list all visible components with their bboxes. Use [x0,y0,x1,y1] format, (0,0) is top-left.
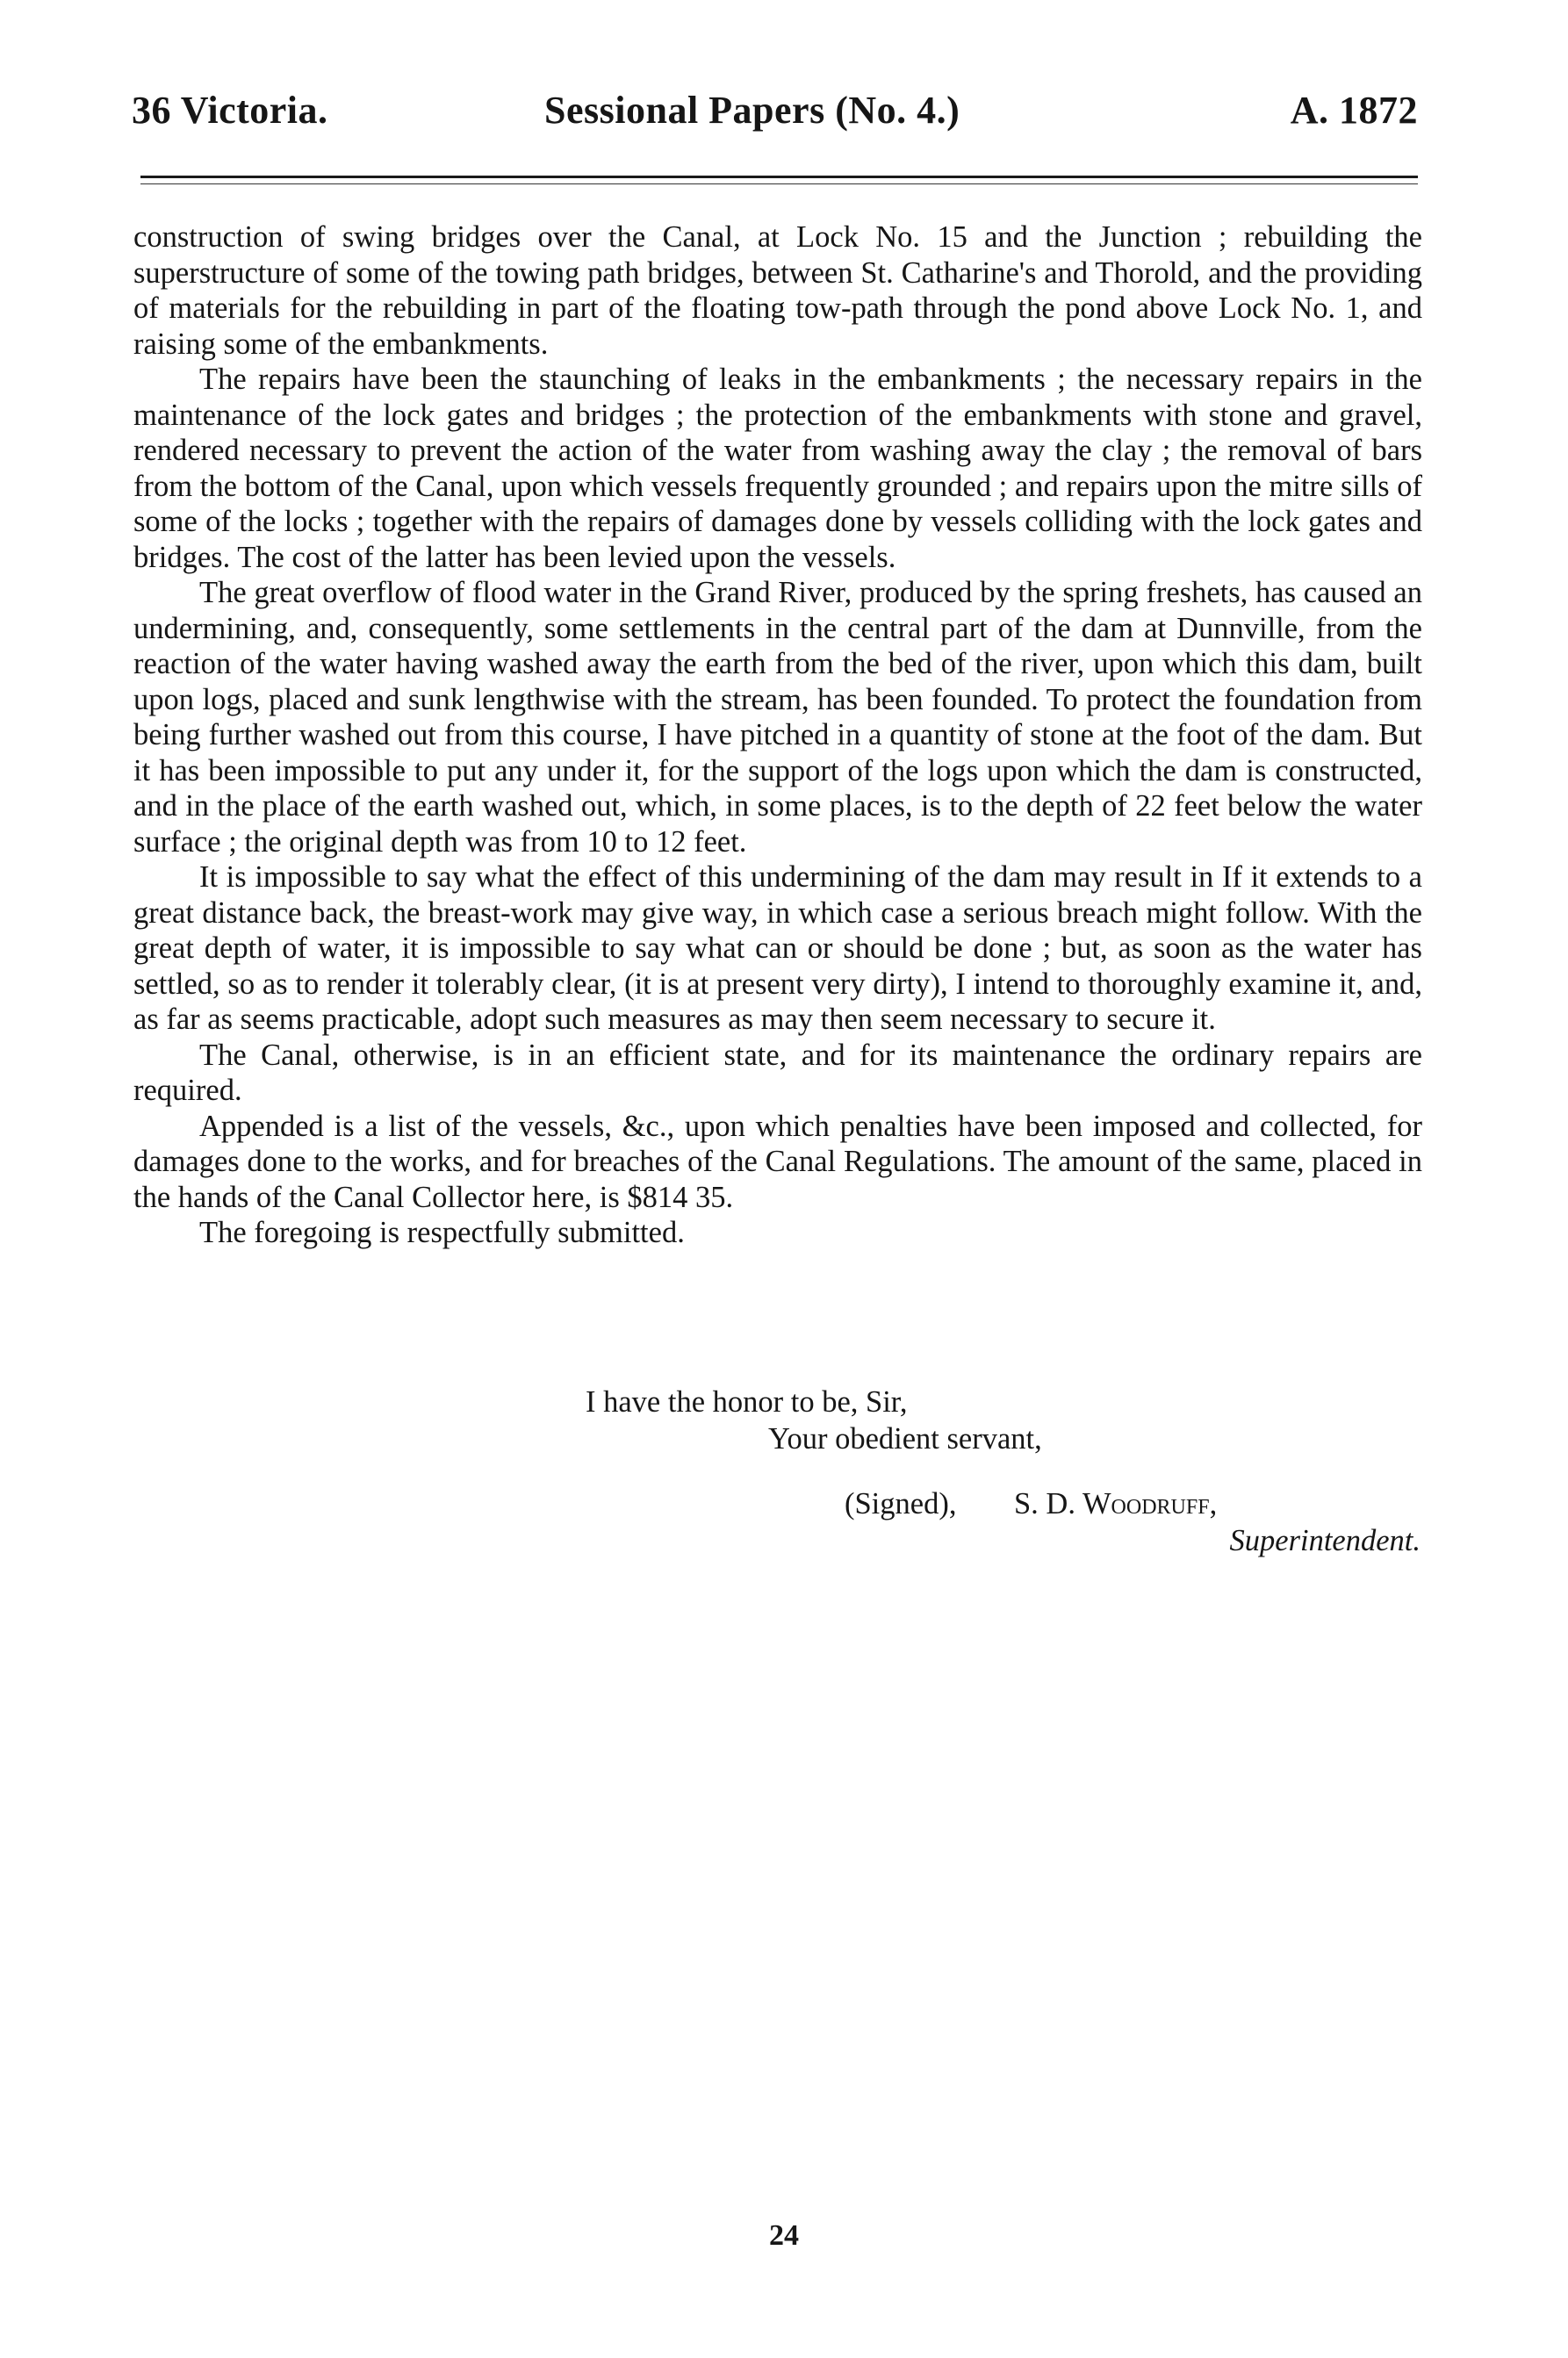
closing-salutation: I have the honor to be, Sir, [586,1385,908,1419]
paragraph: construction of swing bridges over the Canal, at Lock No. 15 and the Junction ; rebuilding the superstructure of some of the towing path bridges, between St. Catharine's and Thorold, and the providing of materials for the rebuilding in part of the floating tow-path through the pond above Lock No. 1, and raising some of the embankments. [133,220,1422,361]
header-year: A. 1872 [1290,89,1418,132]
page-number: 24 [769,2219,799,2252]
signatory-title: Superintendent. [1229,1524,1421,1557]
paragraph: The repairs have been the staunching of leaks in the embankments ; the necessary repairs in the maintenance of the lock gates and bridges ; the protection of the embankments with stone and gravel, rendered necessary to prevent the action of the water from washing away the clay ; the removal of bars from the bottom of the Canal, upon which vessels frequently grounded ; and repairs upon the mitre sills of some of the locks ; together with the repairs of damages done by vessels colliding with the lock gates and bridges. The cost of the latter has been levied upon the vessels. [133,363,1422,574]
body-text [133,219,1422,1251]
signed-label: (Signed), [845,1487,957,1520]
closing-servant: Your obedient servant, [768,1422,1042,1456]
header-series: Sessional Papers (No. 4.) [544,89,960,132]
header-rule-thin [140,183,1418,184]
paragraph: The Canal, otherwise, is in an efficient state, and for its maintenance the ordinary repairs are required. [133,1038,1422,1107]
paragraph: It is impossible to say what the effect of this undermining of the dam may result in If it extends to a great distance back, the breast-work may give way, in which case a serious breach might follow. With the great depth of water, it is impossible to say what can or should be done ; but, as soon as the water has settled, so as to render it tolerably clear, (it is at present very dirty), I intend to thoroughly examine it, and, as far as seems practicable, adopt such measures as may then seem necessary to secure it. [133,860,1422,1036]
paragraph: The foregoing is respectfully submitted. [199,1216,685,1249]
signatory-name: S. D. Woodruff, [1014,1487,1218,1520]
header-rule [140,176,1418,178]
paragraph: The great overflow of flood water in the Grand River, produced by the spring freshets, has caused an undermining, and, consequently, some settlements in the central part of the dam at Dunnville, from the reaction of the water having washed away the earth from the bed of the river, upon which this dam, built upon logs, placed and sunk lengthwise with the stream, has been founded. To protect the foundation from being further washed out from this course, I have pitched in a quantity of stone at the foot of the dam. But it has been impossible to put any under it, for the support of the logs upon which the dam is constructed, and in the place of the earth washed out, which, in some places, is to the depth of 22 feet below the water surface ; the original depth was from 10 to 12 feet. [133,576,1422,859]
running-header [132,88,1418,149]
header-volume: 36 Victoria. [132,89,328,132]
paragraph: Appended is a list of the vessels, &c., upon which penalties have been imposed and collected, for damages done to the works, and for breaches of the Canal Regulations. The amount of the same, placed in the hands of the Canal Collector here, is $814 35. [133,1109,1422,1214]
